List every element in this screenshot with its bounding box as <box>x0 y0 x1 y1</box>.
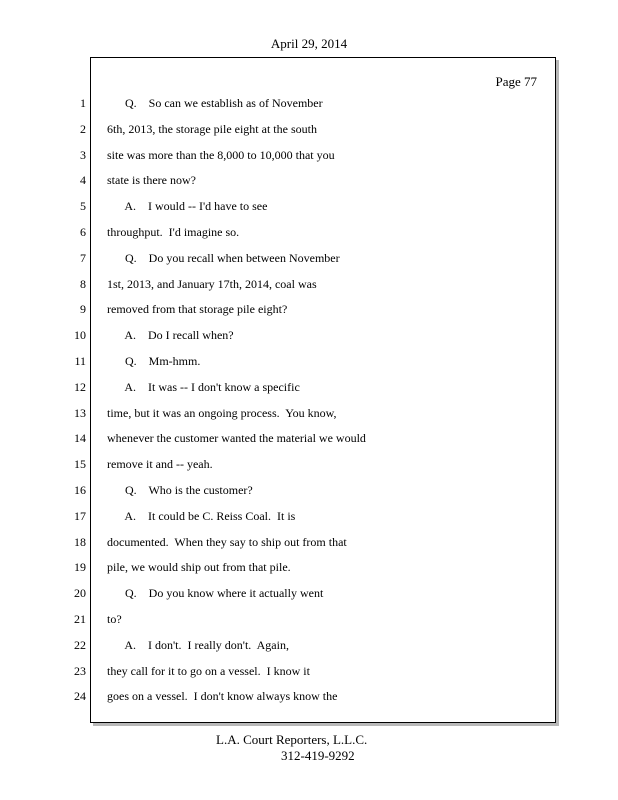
line-number: 6 <box>80 225 86 239</box>
transcript-line: documented. When they say to ship out from that <box>107 535 347 549</box>
line-number: 4 <box>80 173 86 187</box>
transcript-line: A. I would -- I'd have to see <box>107 199 268 213</box>
line-number: 3 <box>80 148 86 162</box>
transcript-line: A. It was -- I don't know a specific <box>107 380 300 394</box>
line-number: 11 <box>74 354 86 368</box>
line-number: 8 <box>80 277 86 291</box>
transcript-line: removed from that storage pile eight? <box>107 302 288 316</box>
line-number: 15 <box>74 457 86 471</box>
transcript-line: whenever the customer wanted the material we would <box>107 431 366 445</box>
reporter-company: L.A. Court Reporters, L.L.C. <box>216 732 368 747</box>
line-number: 16 <box>74 483 86 497</box>
transcript-line: pile, we would ship out from that pile. <box>107 560 291 574</box>
transcript-line: Q. Do you know where it actually went <box>107 586 324 600</box>
line-number: 2 <box>80 122 86 136</box>
transcript-line: they call for it to go on a vessel. I know it <box>107 664 310 678</box>
transcript-line: site was more than the 8,000 to 10,000 that you <box>107 148 335 162</box>
transcript-line: Q. Do you recall when between November <box>107 251 340 265</box>
line-number: 7 <box>80 251 86 265</box>
transcript-line: 6th, 2013, the storage pile eight at the south <box>107 122 317 136</box>
line-number: 12 <box>74 380 86 394</box>
line-number: 23 <box>74 664 86 678</box>
line-number: 14 <box>74 431 86 445</box>
line-number: 17 <box>74 509 86 523</box>
line-number: 10 <box>74 328 86 342</box>
transcript-line: Q. Who is the customer? <box>107 483 253 497</box>
line-number: 20 <box>74 586 86 600</box>
transcript-line: to? <box>107 612 122 626</box>
line-number: 5 <box>80 199 86 213</box>
line-number: 13 <box>74 406 86 420</box>
transcript-line: state is there now? <box>107 173 196 187</box>
transcript-line: 1st, 2013, and January 17th, 2014, coal was <box>107 277 317 291</box>
transcript-line: goes on a vessel. I don't know always know the <box>107 689 338 703</box>
line-number: 1 <box>80 96 86 110</box>
line-number: 22 <box>74 638 86 652</box>
transcript-line: Q. Mm-hmm. <box>107 354 201 368</box>
transcript-line: Q. So can we establish as of November <box>107 96 323 110</box>
transcript-line: remove it and -- yeah. <box>107 457 213 471</box>
line-number: 9 <box>80 302 86 316</box>
line-number: 19 <box>74 560 86 574</box>
transcript-line: time, but it was an ongoing process. You know, <box>107 406 337 420</box>
page-number: Page 77 <box>495 74 537 89</box>
transcript-line: throughput. I'd imagine so. <box>107 225 240 239</box>
line-number: 24 <box>74 689 86 703</box>
reporter-phone: 312-419-9292 <box>281 748 355 763</box>
transcript-line: A. Do I recall when? <box>107 328 234 342</box>
transcript-line: A. It could be C. Reiss Coal. It is <box>107 509 296 523</box>
transcript-line: A. I don't. I really don't. Again, <box>107 638 289 652</box>
line-number: 18 <box>74 535 86 549</box>
line-number: 21 <box>74 612 86 626</box>
transcript-date: April 29, 2014 <box>270 36 348 51</box>
